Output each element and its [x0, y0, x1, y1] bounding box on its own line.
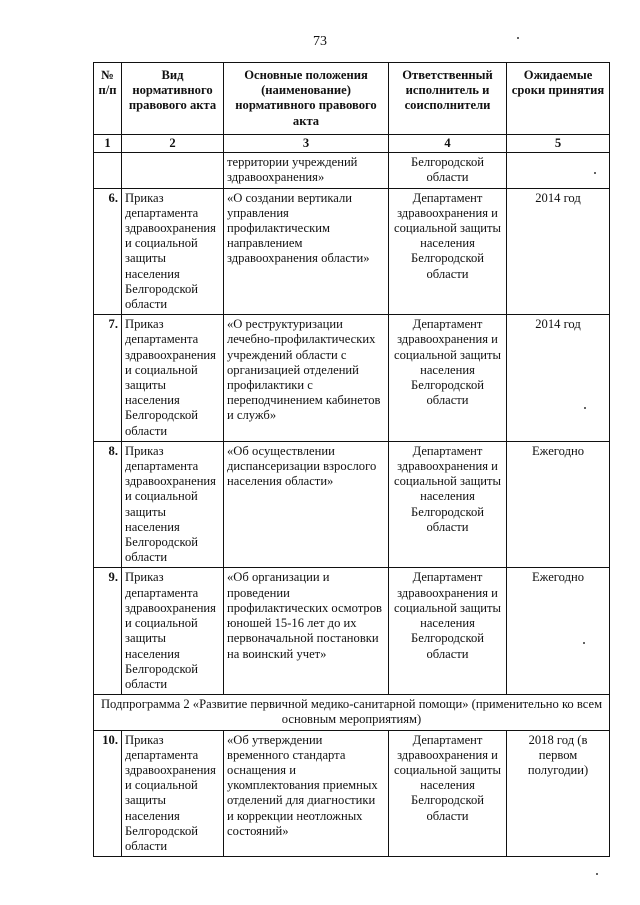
header-number: № п/п [94, 63, 122, 135]
column-number: 1 [94, 135, 122, 153]
table-header-row [94, 63, 610, 135]
deadline [507, 153, 610, 188]
row-number [94, 153, 122, 188]
continuation-row [94, 153, 610, 188]
scan-speck [584, 407, 586, 409]
subprogram-row [94, 695, 610, 730]
act-type [122, 153, 224, 188]
column-number: 2 [122, 135, 224, 153]
act-content: территории учреждений здравоохранения» [224, 153, 389, 188]
page-number: 73 [313, 34, 327, 49]
row-number: 7. [94, 315, 122, 442]
act-type: Приказ департамента здравоохранения и социальной защиты населения Белгородской области [122, 315, 224, 442]
subprogram-title: Подпрограмма 2 «Развитие первичной медико-санитарной помощи» (применительно ко всем основным мероприятиям) [94, 695, 610, 730]
responsible: Департамент здравоохранения и социальной защиты населения Белгородской области [389, 441, 507, 568]
act-type: Приказ департамента здравоохранения и социальной защиты населения Белгородской области [122, 730, 224, 857]
responsible: Департамент здравоохранения и социальной защиты населения Белгородской области [389, 188, 507, 315]
responsible: Департамент здравоохранения и социальной защиты населения Белгородской области [389, 315, 507, 442]
act-content: «Об утверждении временного стандарта оснащения и укомплектования приемных отделений для диагностики и коррекции неотложных состояний» [224, 730, 389, 857]
table-row [94, 568, 610, 695]
row-number: 6. [94, 188, 122, 315]
responsible: Белгородской области [389, 153, 507, 188]
column-number: 3 [224, 135, 389, 153]
act-type: Приказ департамента здравоохранения и социальной защиты населения Белгородской области [122, 188, 224, 315]
column-number: 4 [389, 135, 507, 153]
scan-speck [596, 873, 598, 875]
responsible: Департамент здравоохранения и социальной защиты населения Белгородской области [389, 730, 507, 857]
act-content: «Об организации и проведении профилактических осмотров юношей 15-16 лет до их первоначальной постановки на воинский учет» [224, 568, 389, 695]
header-act-type: Вид нормативного правового акта [122, 63, 224, 135]
responsible: Департамент здравоохранения и социальной защиты населения Белгородской области [389, 568, 507, 695]
scan-speck [583, 642, 585, 644]
scan-speck [517, 37, 519, 39]
column-numbers-row [94, 135, 610, 153]
row-number: 8. [94, 441, 122, 568]
row-number: 10. [94, 730, 122, 857]
deadline: Ежегодно [507, 568, 610, 695]
column-number: 5 [507, 135, 610, 153]
header-responsible: Ответственный исполнитель и соисполнители [389, 63, 507, 135]
row-number: 9. [94, 568, 122, 695]
table-row [94, 315, 610, 442]
table-row [94, 441, 610, 568]
deadline: 2014 год [507, 315, 610, 442]
legal-acts-table [93, 62, 610, 857]
table-row [94, 730, 610, 857]
deadline: Ежегодно [507, 441, 610, 568]
deadline: 2014 год [507, 188, 610, 315]
act-content: «Об осуществлении диспансеризации взрослого населения области» [224, 441, 389, 568]
act-type: Приказ департамента здравоохранения и социальной защиты населения Белгородской области [122, 568, 224, 695]
table-row [94, 188, 610, 315]
header-deadline: Ожидаемые сроки принятия [507, 63, 610, 135]
act-content: «О реструктуризации лечебно-профилактических учреждений области с организацией отделений профилактики с переподчинением кабинетов и служб» [224, 315, 389, 442]
scan-speck [594, 172, 596, 174]
deadline: 2018 год (в первом полугодии) [507, 730, 610, 857]
act-content: «О создании вертикали управления профилактическим направлением здравоохранения области» [224, 188, 389, 315]
act-type: Приказ департамента здравоохранения и социальной защиты населения Белгородской области [122, 441, 224, 568]
header-main-provisions: Основные положения (наименование) нормативного правового акта [224, 63, 389, 135]
